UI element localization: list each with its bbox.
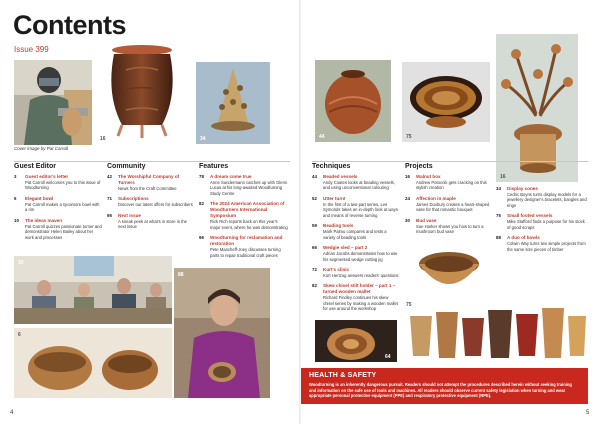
photo-page-number: 88: [178, 272, 184, 278]
section-rule: [312, 161, 588, 162]
cover-photo-turner[interactable]: [14, 60, 92, 145]
health-safety-banner: [301, 368, 588, 404]
toc-entry[interactable]: 16 Walnut box Andrew Potocnik gets cracking on this stylish creation: [405, 174, 487, 191]
toc-entry[interactable]: 3 Guest editor's letter Pat Carroll welcomes you to this issue of Woodturning: [14, 174, 101, 191]
photo-display-cones[interactable]: [196, 62, 270, 144]
projects-list-continued: [496, 186, 588, 257]
toc-entry[interactable]: 75 Small footed vessels Mike Stafford finds a purpose for his stock of good scraps: [496, 213, 585, 230]
toc-entry[interactable]: 44 Beaded vessels Andy Coates looks at beading vessels, and using unconventional colouring: [312, 174, 395, 191]
photo-sycamore-bowls[interactable]: [14, 328, 172, 398]
toc-entry[interactable]: 72 Kurt's clinic Kurt Hertzog answers readers' questions: [312, 266, 399, 278]
issue-number: Issue 399: [14, 45, 49, 54]
toc-entry[interactable]: 95 Next issue A sneak peek at what's in store in the next issue: [107, 212, 188, 230]
cover-caption: Cover image by Pat Carroll: [14, 146, 69, 151]
techniques-list: [312, 174, 400, 317]
community-list: [107, 174, 195, 235]
toc-entry[interactable]: 24 Affection in maple James Duxbury creates a heart-shaped vase for that romantic bouquet: [405, 195, 490, 213]
photo-skew-mallet[interactable]: [315, 320, 397, 362]
toc-entry[interactable]: 82 The 2024 American Association of Woodturners International Symposium Rick Rich reports back on this year's major event, where he was demonstrating: [199, 201, 288, 230]
heading-guest-editor: Guest Editor: [14, 163, 57, 170]
photo-flower-sculpture[interactable]: [496, 34, 578, 182]
heading-features: Features: [199, 163, 229, 170]
page-number-left: 4: [10, 410, 14, 416]
guest-editor-list: [14, 174, 102, 245]
toc-entry[interactable]: 30 Bud vase Sue Harker shows you how to turn a mushroom bud vase: [405, 217, 484, 235]
features-list: [199, 174, 289, 263]
photo-page-number: 44: [319, 134, 325, 140]
projects-list: [405, 174, 491, 240]
heading-projects: Projects: [405, 163, 433, 170]
photo-duo-bowls[interactable]: [412, 242, 486, 298]
toc-entry[interactable]: 6 Elegant bowl Pat Carroll makes a sycamore bowl with a rim: [14, 195, 100, 213]
toc-entry[interactable]: 88 A duo of bowls Colwin Way turns two simple projects from the same size pieces of timber: [496, 235, 586, 252]
toc-entry[interactable]: 96 Woodturning for reclamation and restoration Pete Mancheff-Joey discusses turning parts to repair traditional craft pieces: [199, 235, 283, 258]
page-title: Contents: [13, 10, 126, 40]
photo-walnut-box[interactable]: [96, 40, 188, 145]
toc-entry[interactable]: 10 The ideas maven Pat Carroll quizzes passionate turner and demonstrator Helen Bailey about her work and processes: [14, 217, 102, 240]
page-number-right: 5: [586, 410, 590, 416]
photo-beaded-tops[interactable]: [402, 62, 490, 142]
photo-workshop-group[interactable]: [14, 256, 172, 324]
toc-entry[interactable]: 66 Wedgie sled – part 2 Adrian Jacobs demonstrates how to use his segmented wedge cutting jig: [312, 245, 398, 262]
health-safety-text: Woodturning is an inherently dangerous pursuit. Readers should not attempt the procedures described herein without seeking training and information on the safe use of tools and machines. All readers should observe current safety legislation when turning and wear appropriate personal protective equipment (PPE) and respiratory protective equipment (RPE).: [309, 382, 572, 399]
toc-entry[interactable]: 59 Beading tools Mark Palmu compares and tests a variety of beading tools: [312, 223, 387, 240]
photo-page-number: 10: [18, 260, 24, 266]
photo-beaded-vessel[interactable]: [315, 60, 391, 142]
toc-entry[interactable]: 71 Subscriptions Discover our latest offers for subscribers: [107, 196, 193, 208]
toc-entry[interactable]: 52 Utter turn! In the first of a two-part series, Les Symonds takes an in-depth look at ways and means of reverse turning: [312, 195, 398, 218]
photo-page-number: 6: [18, 332, 21, 338]
section-rule: [14, 161, 290, 162]
health-safety-title: HEALTH & SAFETY: [309, 372, 377, 379]
heading-techniques: Techniques: [312, 163, 351, 170]
page-gutter: [299, 0, 301, 424]
photo-page-number: 16: [500, 174, 506, 180]
toc-entry[interactable]: 82 Skew chisel stilt holder – part 1 – turned wooden mallet Richard Findley continues his skew chisel series by making a wooden mallet for use around the workshop: [312, 283, 398, 312]
toc-entry[interactable]: 78 A dream come true Anne Sundermann catches up with Glenn Lucas at his long-awaited Woodturning Study Centre: [199, 174, 288, 196]
photo-small-footed-vessels[interactable]: [404, 300, 588, 366]
photo-page-number: 75: [406, 302, 412, 308]
heading-community: Community: [107, 163, 146, 170]
photo-page-number: 75: [406, 134, 412, 140]
photo-helen-bailey[interactable]: [174, 268, 270, 398]
toc-entry[interactable]: 34 Display cones Cedric Boyns turns display models for a jewellery designer's bracelets, bangles and rings: [496, 186, 587, 208]
photo-page-number: 16: [100, 136, 106, 142]
photo-page-number: 34: [200, 136, 206, 142]
photo-page-number: 64: [385, 354, 391, 360]
toc-entry[interactable]: 42 The Worshipful Company of Turners News from the Craft Committee: [107, 174, 180, 191]
